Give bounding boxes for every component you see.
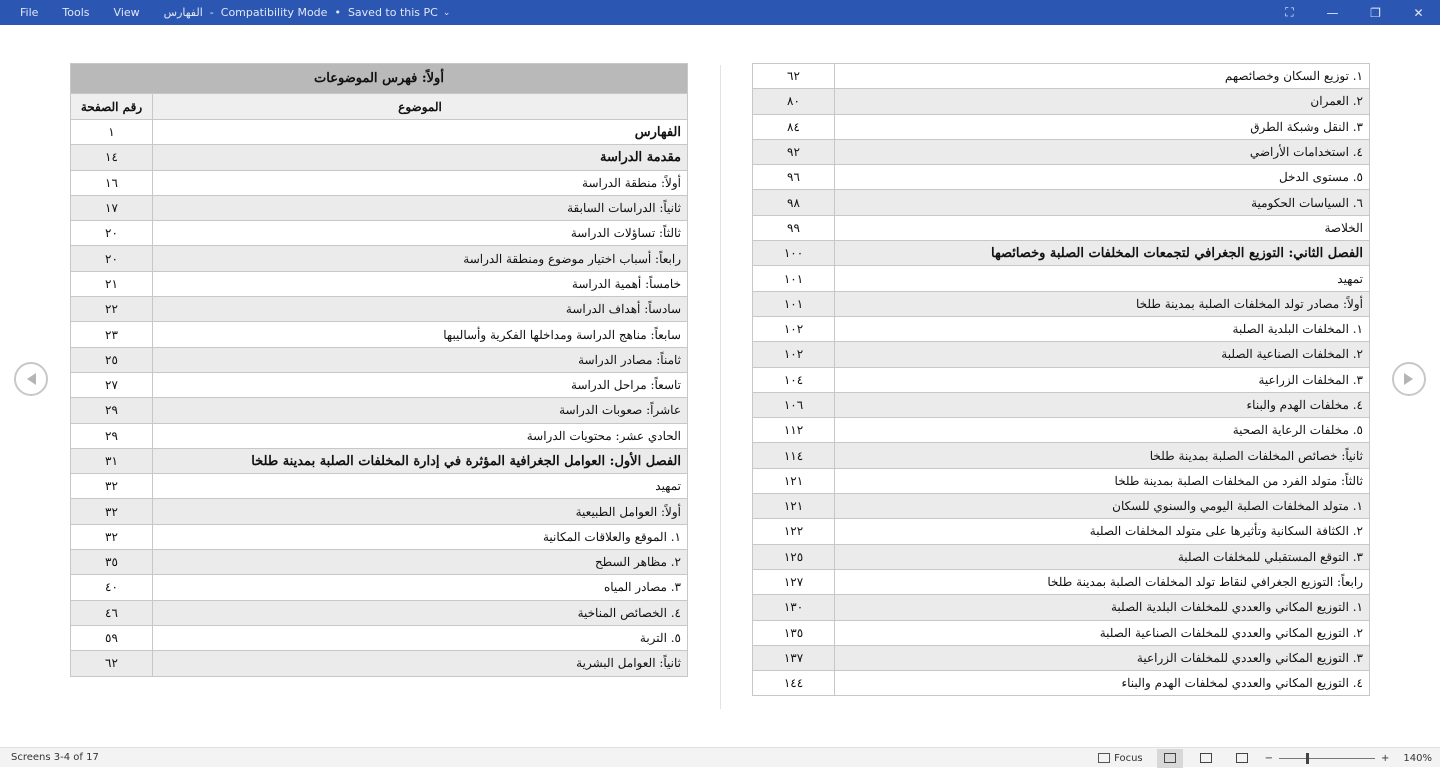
status-bar-controls xyxy=(1098,748,1440,768)
topic-cell: الفصل الثاني: التوزيع الجغرافي لتجمعات المخلفات الصلبة وخصائصها xyxy=(835,241,1370,266)
page-number-cell: ١٧ xyxy=(71,195,153,220)
topic-cell: ثامناً: مصادر الدراسة xyxy=(153,347,688,372)
topic-cell: ثالثاً: تساؤلات الدراسة xyxy=(153,221,688,246)
page-number-cell: ٢٥ xyxy=(71,347,153,372)
page-number-cell: ٣٥ xyxy=(71,550,153,575)
table-title: أولاً: فهرس الموضوعات xyxy=(71,64,688,94)
table-row xyxy=(753,443,1370,468)
page-number-cell: ١١٢ xyxy=(753,418,835,443)
zoom-in-button[interactable]: + xyxy=(1381,752,1390,764)
table-row xyxy=(71,651,688,676)
chevron-left-icon xyxy=(25,372,37,386)
menu-tools[interactable]: Tools xyxy=(62,6,90,19)
table-row xyxy=(71,347,688,372)
table-row xyxy=(71,474,688,499)
page-number-cell: ٤٦ xyxy=(71,600,153,625)
table-row xyxy=(753,671,1370,696)
table-row xyxy=(753,342,1370,367)
topic-cell: ١. توزيع السكان وخصائصهم xyxy=(835,64,1370,89)
page-number-cell: ٣١ xyxy=(71,448,153,473)
print-layout-button[interactable] xyxy=(1193,749,1219,768)
next-screen-button[interactable] xyxy=(1392,362,1426,396)
table-row xyxy=(71,297,688,322)
topic-cell: ٤. التوزيع المكاني والعددي لمخلفات الهدم والبناء xyxy=(835,671,1370,696)
web-layout-button[interactable] xyxy=(1229,749,1255,768)
zoom-slider[interactable] xyxy=(1279,758,1375,759)
table-row xyxy=(71,524,688,549)
full-screen-icon[interactable]: ⛶ xyxy=(1285,5,1294,19)
table-row xyxy=(753,544,1370,569)
document-area xyxy=(0,25,1440,747)
page-icon xyxy=(1200,753,1212,763)
table-row xyxy=(71,322,688,347)
topic-cell: ٢. الكثافة السكانية وتأثيرها على متولد المخلفات الصلبة xyxy=(835,519,1370,544)
table-row xyxy=(753,266,1370,291)
book-icon xyxy=(1164,753,1176,763)
table-row xyxy=(753,595,1370,620)
topic-cell: الحادي عشر: محتويات الدراسة xyxy=(153,423,688,448)
title-separator: - xyxy=(209,6,214,19)
table-header-row xyxy=(71,94,688,120)
topic-cell: تاسعاً: مراحل الدراسة xyxy=(153,372,688,397)
chevron-down-icon[interactable]: ⌄ xyxy=(442,7,451,18)
table-row xyxy=(753,241,1370,266)
page-number-cell: ٢١ xyxy=(71,271,153,296)
table-row xyxy=(71,550,688,575)
topic-cell: خامساً: أهمية الدراسة xyxy=(153,271,688,296)
zoom-slider-thumb[interactable] xyxy=(1306,753,1309,764)
table-title-row xyxy=(71,64,688,94)
topic-cell: ١. الموقع والعلاقات المكانية xyxy=(153,524,688,549)
topic-cell: سابعاً: مناهج الدراسة ومداخلها الفكرية وأساليبها xyxy=(153,322,688,347)
topic-cell: الفصل الأول: العوامل الجغرافية المؤثرة في إدارة المخلفات الصلبة بمدينة طلخا xyxy=(153,448,688,473)
window-controls xyxy=(1268,0,1440,25)
page-number-cell: ٩٦ xyxy=(753,165,835,190)
page-number-cell: ١٠٦ xyxy=(753,392,835,417)
table-row xyxy=(71,120,688,145)
page-number-cell: ٣٢ xyxy=(71,474,153,499)
page-number-cell: ١٠٤ xyxy=(753,367,835,392)
page-number-cell: ١٠٠ xyxy=(753,241,835,266)
close-button[interactable]: ✕ xyxy=(1413,5,1424,20)
topic-cell: ٢. مظاهر السطح xyxy=(153,550,688,575)
table-row xyxy=(753,620,1370,645)
chevron-right-icon xyxy=(1403,372,1415,386)
web-icon xyxy=(1236,753,1248,763)
table-row xyxy=(753,569,1370,594)
table-row xyxy=(71,398,688,423)
page-number-cell: ١٢٢ xyxy=(753,519,835,544)
topic-cell: رابعاً: أسباب اختيار موضوع ومنطقة الدراسة xyxy=(153,246,688,271)
menu-bar xyxy=(20,6,164,19)
zoom-out-button[interactable]: − xyxy=(1264,752,1274,764)
screen-counter: Screens 3-4 of 17 xyxy=(11,752,99,763)
table-row xyxy=(71,372,688,397)
table-row xyxy=(71,600,688,625)
table-row xyxy=(753,114,1370,139)
table-row xyxy=(71,499,688,524)
page-number-cell: ٤٠ xyxy=(71,575,153,600)
table-row xyxy=(753,392,1370,417)
page-number-cell: ٥٩ xyxy=(71,625,153,650)
focus-label: Focus xyxy=(1114,752,1143,764)
table-row xyxy=(753,89,1370,114)
zoom-level[interactable]: 140% xyxy=(1403,752,1432,764)
page-divider xyxy=(720,65,721,709)
topic-cell: ٣. المخلفات الزراعية xyxy=(835,367,1370,392)
topic-cell: ٢. المخلفات الصناعية الصلبة xyxy=(835,342,1370,367)
column-header-page: رقم الصفحة xyxy=(71,94,153,120)
read-mode-button[interactable] xyxy=(1157,749,1183,768)
table-row xyxy=(753,165,1370,190)
page-number-cell: ١٣٥ xyxy=(753,620,835,645)
minimize-button[interactable]: — xyxy=(1326,5,1339,20)
table-row xyxy=(71,145,688,170)
page-number-cell: ٩٨ xyxy=(753,190,835,215)
topic-cell: ١. متولد المخلفات الصلبة اليومي والسنوي للسكان xyxy=(835,494,1370,519)
page-number-cell: ١٦ xyxy=(71,170,153,195)
page-number-cell: ١٠١ xyxy=(753,291,835,316)
table-row xyxy=(753,645,1370,670)
page-number-cell: ١٣٧ xyxy=(753,645,835,670)
page-number-cell: ١٣٠ xyxy=(753,595,835,620)
menu-view[interactable]: View xyxy=(113,6,140,19)
table-row xyxy=(71,221,688,246)
topic-cell: ٤. الخصائص المناخية xyxy=(153,600,688,625)
table-row xyxy=(753,291,1370,316)
topic-cell: ٤. مخلفات الهدم والبناء xyxy=(835,392,1370,417)
table-row xyxy=(753,519,1370,544)
table-row xyxy=(753,316,1370,341)
topic-cell: تمهيد xyxy=(835,266,1370,291)
title-bullet: • xyxy=(334,6,341,19)
page-number-cell: ٢٩ xyxy=(71,423,153,448)
topic-cell: ١. المخلفات البلدية الصلبة xyxy=(835,316,1370,341)
page-number-cell: ١٠١ xyxy=(753,266,835,291)
table-row xyxy=(753,139,1370,164)
page-number-cell: ١١٤ xyxy=(753,443,835,468)
table-row xyxy=(71,246,688,271)
table-row xyxy=(71,170,688,195)
topic-cell: أولاً: العوامل الطبيعية xyxy=(153,499,688,524)
topics-index-table-left xyxy=(70,63,688,677)
status-bar xyxy=(0,747,1440,767)
page-number-cell: ١٢١ xyxy=(753,494,835,519)
table-row xyxy=(71,575,688,600)
topic-cell: ٣. مصادر المياه xyxy=(153,575,688,600)
page-number-cell: ١ xyxy=(71,120,153,145)
page-number-cell: ١٤ xyxy=(71,145,153,170)
table-row xyxy=(71,625,688,650)
page-number-cell: ١٠٢ xyxy=(753,316,835,341)
document-title[interactable] xyxy=(164,6,451,19)
topic-cell: عاشراً: صعوبات الدراسة xyxy=(153,398,688,423)
topic-cell: الفهارس xyxy=(153,120,688,145)
focus-button[interactable] xyxy=(1098,753,1143,764)
table-row xyxy=(753,418,1370,443)
page-number-cell: ١٢٥ xyxy=(753,544,835,569)
zoom-control xyxy=(1265,753,1432,764)
page-number-cell: ٢٣ xyxy=(71,322,153,347)
page-number-cell: ٦٢ xyxy=(71,651,153,676)
table-row xyxy=(753,494,1370,519)
page-number-cell: ٩٢ xyxy=(753,139,835,164)
table-row xyxy=(753,367,1370,392)
topic-cell: رابعاً: التوزيع الجغرافي لنقاط تولد المخلفات الصلبة بمدينة طلخا xyxy=(835,569,1370,594)
topic-cell: أولاً: مصادر تولد المخلفات الصلبة بمدينة طلخا xyxy=(835,291,1370,316)
page-number-cell: ٩٩ xyxy=(753,215,835,240)
page-number-cell: ٣٢ xyxy=(71,499,153,524)
title-bar xyxy=(0,0,1440,25)
previous-screen-button[interactable] xyxy=(14,362,48,396)
topic-cell: سادساً: أهداف الدراسة xyxy=(153,297,688,322)
topics-index-table-right xyxy=(752,63,1370,696)
topic-cell: ٦. السياسات الحكومية xyxy=(835,190,1370,215)
table-row xyxy=(753,190,1370,215)
document-name: الفهارس xyxy=(163,6,203,19)
page-number-cell: ٢٢ xyxy=(71,297,153,322)
topic-cell: ٥. مخلفات الرعاية الصحية xyxy=(835,418,1370,443)
page-number-cell: ٢٧ xyxy=(71,372,153,397)
table-row xyxy=(753,468,1370,493)
topic-cell: ٤. استخدامات الأراضي xyxy=(835,139,1370,164)
table-row xyxy=(753,215,1370,240)
topic-cell: ثانياً: الدراسات السابقة xyxy=(153,195,688,220)
page-number-cell: ١٠٢ xyxy=(753,342,835,367)
topic-cell: الخلاصة xyxy=(835,215,1370,240)
column-header-topic: الموضوع xyxy=(153,94,688,120)
page-number-cell: ٦٢ xyxy=(753,64,835,89)
topic-cell: ٢. التوزيع المكاني والعددي للمخلفات الصناعية الصلبة xyxy=(835,620,1370,645)
table-row xyxy=(753,64,1370,89)
topic-cell: ٥. التربة xyxy=(153,625,688,650)
topic-cell: ٣. التوزيع المكاني والعددي للمخلفات الزراعية xyxy=(835,645,1370,670)
table-row xyxy=(71,423,688,448)
topic-cell: ٣. النقل وشبكة الطرق xyxy=(835,114,1370,139)
topic-cell: مقدمة الدراسة xyxy=(153,145,688,170)
page-number-cell: ٣٢ xyxy=(71,524,153,549)
page-number-cell: ٢٠ xyxy=(71,246,153,271)
topic-cell: ٥. مستوى الدخل xyxy=(835,165,1370,190)
topic-cell: أولاً: منطقة الدراسة xyxy=(153,170,688,195)
topic-cell: ثانياً: خصائص المخلفات الصلبة بمدينة طلخا xyxy=(835,443,1370,468)
page-number-cell: ١٢١ xyxy=(753,468,835,493)
table-row xyxy=(71,448,688,473)
compatibility-mode-label: Compatibility Mode xyxy=(220,6,328,19)
page-number-cell: ٢٠ xyxy=(71,221,153,246)
save-status: Saved to this PC xyxy=(347,6,438,19)
focus-icon xyxy=(1098,753,1110,763)
page-number-cell: ١٤٤ xyxy=(753,671,835,696)
topic-cell: ٢. العمران xyxy=(835,89,1370,114)
page-number-cell: ٢٩ xyxy=(71,398,153,423)
table-row xyxy=(71,195,688,220)
topic-cell: ثالثاً: متولد الفرد من المخلفات الصلبة بمدينة طلخا xyxy=(835,468,1370,493)
topic-cell: ٣. التوقع المستقبلي للمخلفات الصلبة xyxy=(835,544,1370,569)
restore-button[interactable]: ❐ xyxy=(1370,5,1381,20)
page-number-cell: ١٢٧ xyxy=(753,569,835,594)
topic-cell: ١. التوزيع المكاني والعددي للمخلفات البلدية الصلبة xyxy=(835,595,1370,620)
topic-cell: ثانياً: العوامل البشرية xyxy=(153,651,688,676)
menu-file[interactable]: File xyxy=(20,6,39,19)
table-row xyxy=(71,271,688,296)
topic-cell: تمهيد xyxy=(153,474,688,499)
page-number-cell: ٨٠ xyxy=(753,89,835,114)
page-number-cell: ٨٤ xyxy=(753,114,835,139)
